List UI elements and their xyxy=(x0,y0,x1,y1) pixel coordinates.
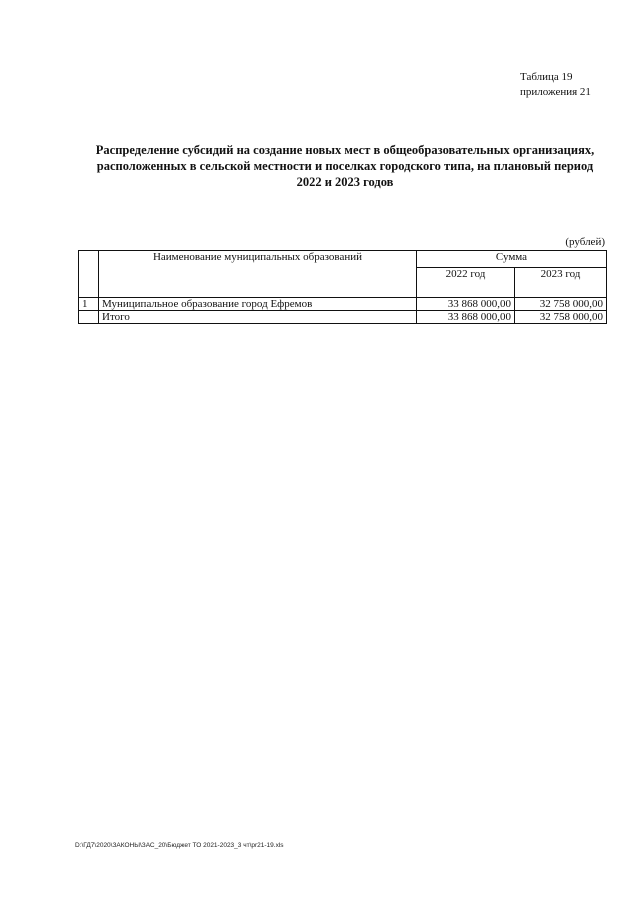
subsidy-table xyxy=(78,250,607,324)
title-line: расположенных в сельской местности и поселках городского типа, на плановый период xyxy=(96,159,594,173)
document-title xyxy=(80,142,610,190)
total-label: Итого xyxy=(99,311,417,324)
total-index xyxy=(79,311,99,324)
total-2022-value: 33 868 000,00 xyxy=(417,311,515,324)
table-number: Таблица 19 xyxy=(520,71,573,83)
row-2022-value: 33 868 000,00 xyxy=(417,298,515,311)
table-header-row xyxy=(79,251,607,268)
name-column-header: Наименование муниципальных образований xyxy=(99,251,417,298)
index-header xyxy=(79,251,99,298)
file-path-footer: D:\ГД7\2020\ЗАКОНЫ\ЗАС_20\Бюджет ТО 2021-2023_3 чт\pr21-19.xls xyxy=(75,842,284,849)
row-index: 1 xyxy=(79,298,99,311)
sum-column-header: Сумма xyxy=(417,251,607,268)
title-line: 2022 и 2023 годов xyxy=(296,175,394,189)
total-row xyxy=(79,311,607,324)
appendix-number: приложения 21 xyxy=(520,86,591,98)
year-2022-header: 2022 год xyxy=(417,268,515,298)
units-label: (рублей) xyxy=(565,236,605,248)
table-reference xyxy=(520,70,620,100)
row-name: Муниципальное образование город Ефремов xyxy=(99,298,417,311)
title-line: Распределение субсидий на создание новых мест в общеобразовательных организациях, xyxy=(95,143,595,157)
table-row xyxy=(79,298,607,311)
total-2023-value: 32 758 000,00 xyxy=(515,311,607,324)
year-2023-header: 2023 год xyxy=(515,268,607,298)
row-2023-value: 32 758 000,00 xyxy=(515,298,607,311)
